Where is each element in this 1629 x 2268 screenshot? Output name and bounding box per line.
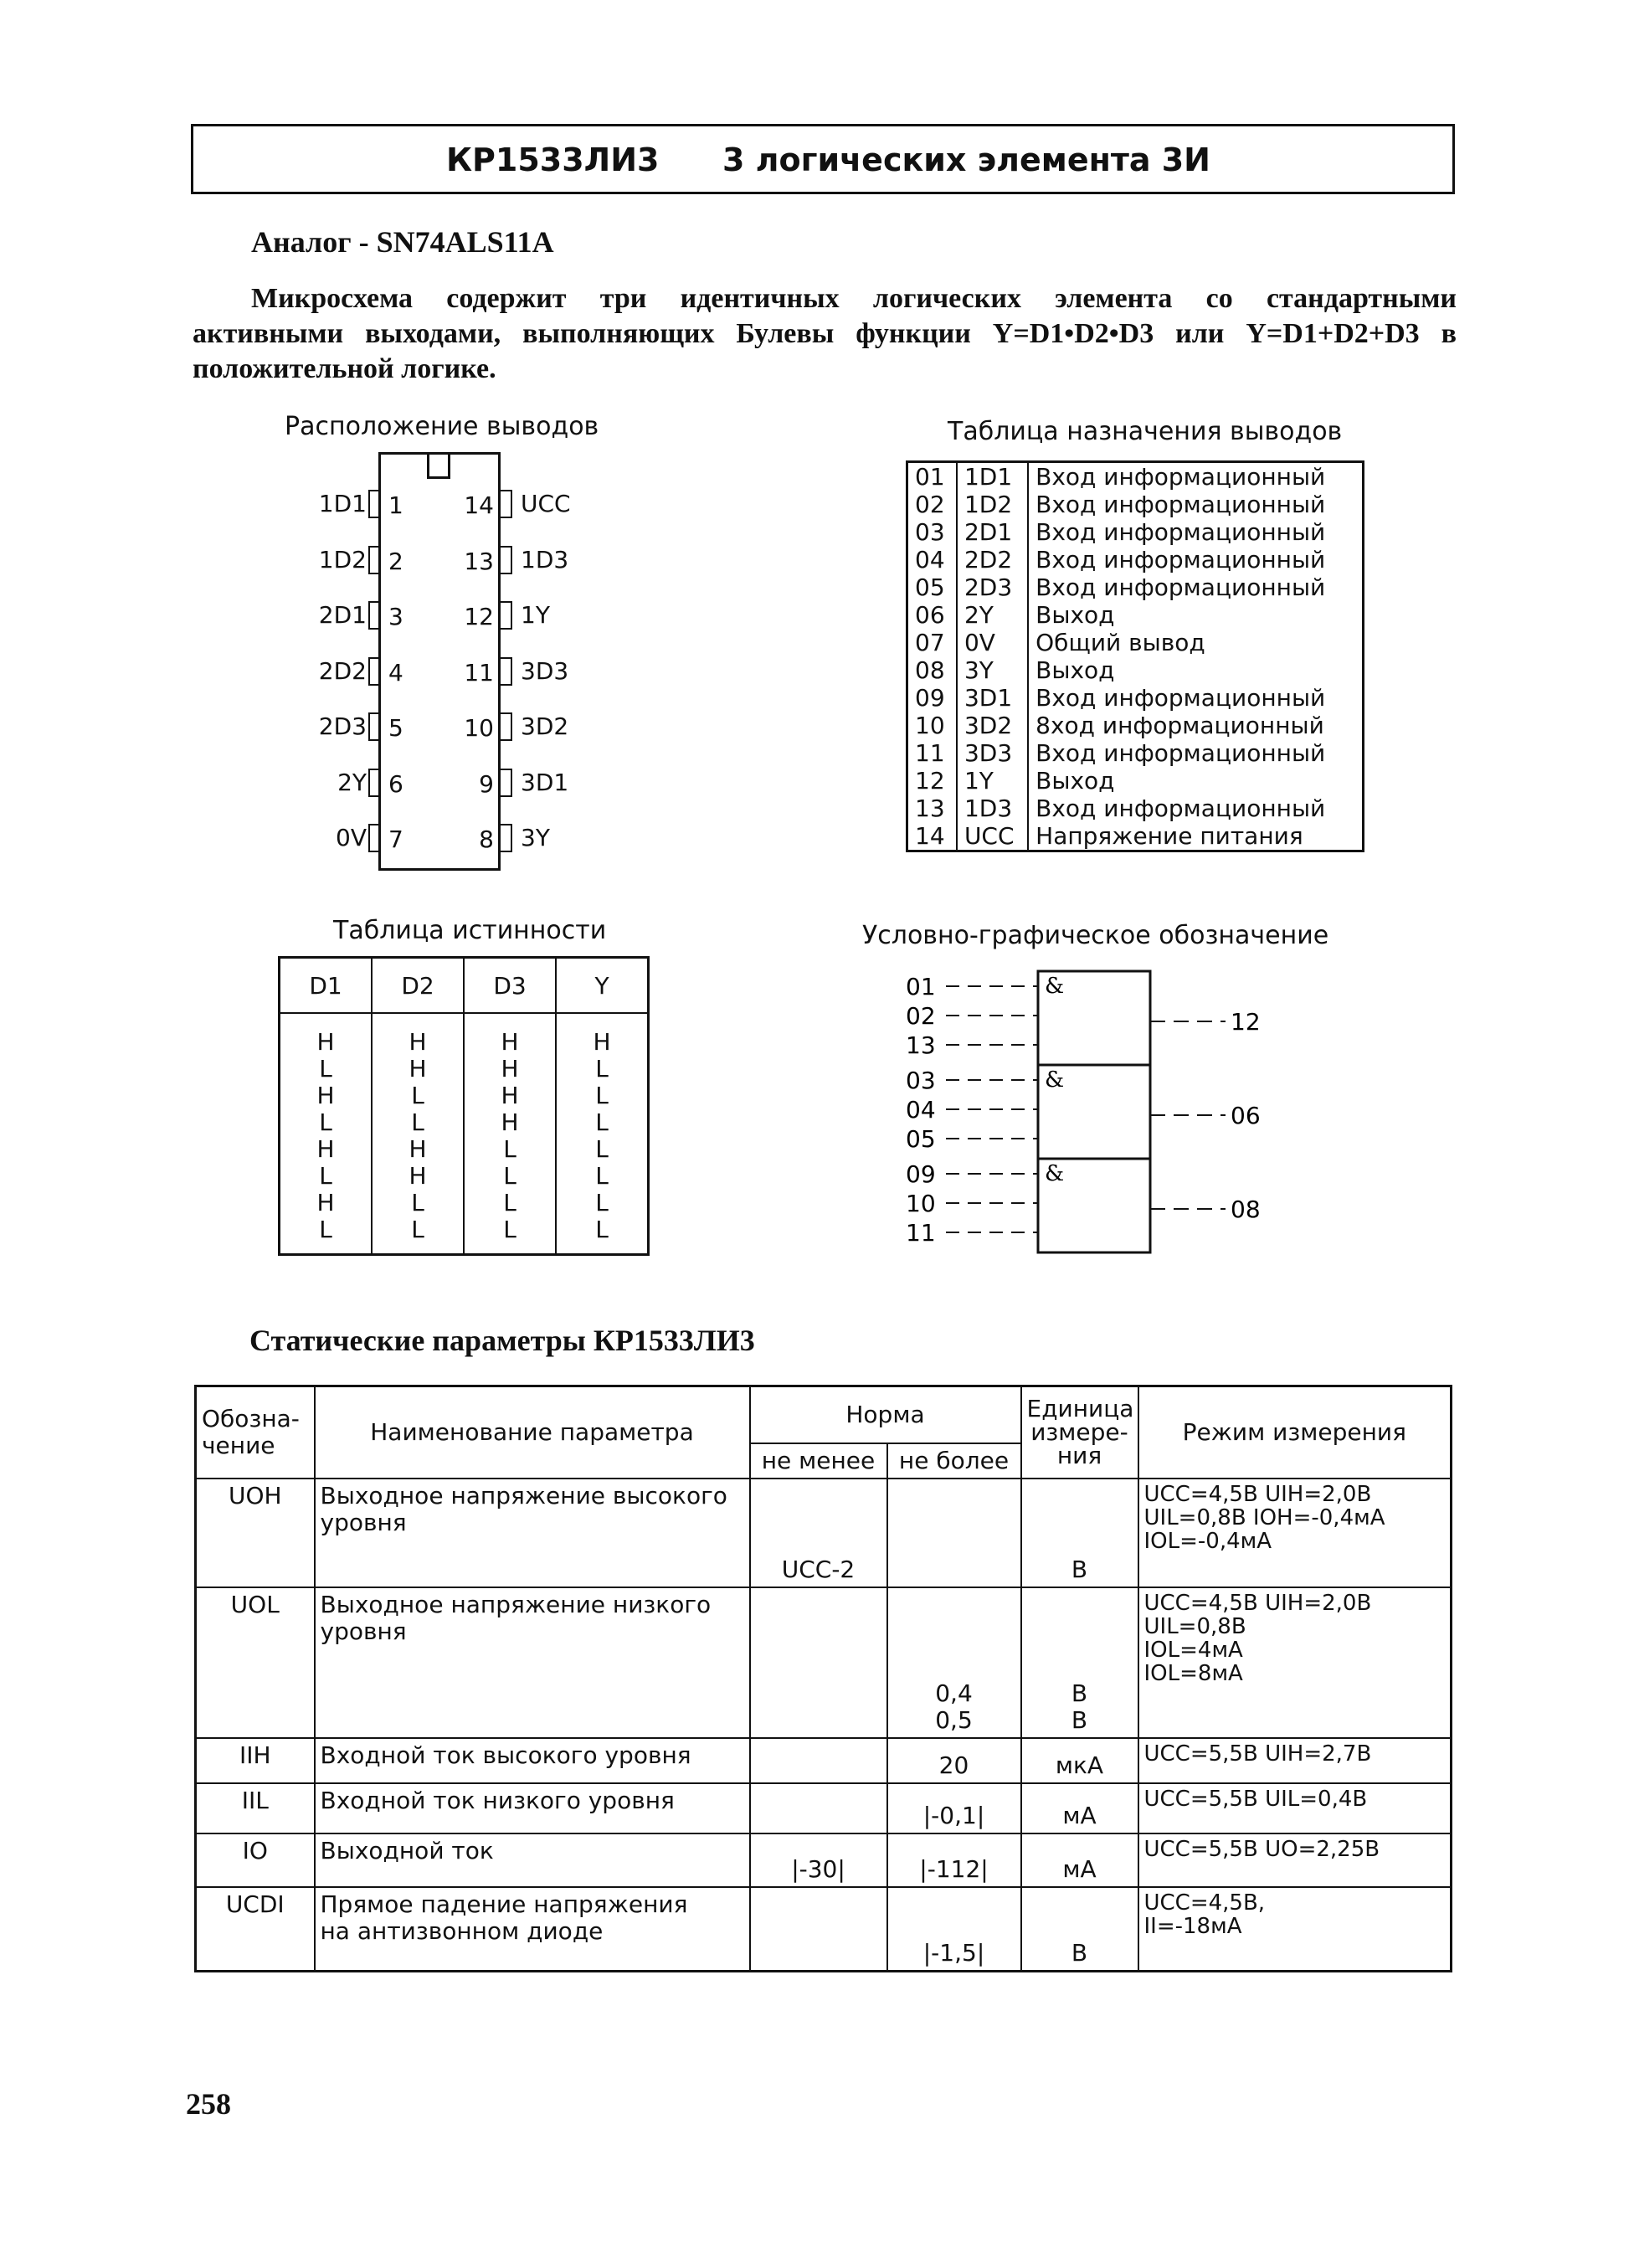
pin-table-sig: 2Y	[957, 601, 1028, 629]
input-label: 01	[906, 973, 936, 1000]
col-max: не более	[887, 1443, 1021, 1479]
param-max: |-0,1|	[887, 1783, 1021, 1833]
param-symbol: IIH	[196, 1738, 315, 1783]
input-label: 10	[906, 1190, 936, 1217]
pin-left-name: 2D1	[318, 601, 367, 629]
param-unit: В В	[1021, 1587, 1138, 1738]
pin-left-name: 1D1	[318, 490, 367, 517]
pin-table-sig: 1Y	[957, 767, 1028, 795]
pin-table-pin: 04	[915, 546, 945, 573]
pin-right-stub	[501, 657, 512, 686]
pin-right-num: 8	[479, 825, 494, 853]
pin-left-name: 1D2	[318, 545, 367, 573]
pin-right-name: 1Y	[521, 601, 550, 629]
logic-symbol	[904, 963, 1306, 1273]
truth-header: Y	[556, 958, 649, 1014]
pin-left-stub	[368, 769, 380, 797]
input-label: 03	[906, 1067, 936, 1094]
input-label: 02	[906, 1002, 936, 1030]
param-max: |-1,5|	[887, 1887, 1021, 1971]
pin-left-num: 6	[388, 769, 403, 798]
param-row	[196, 1887, 1452, 1971]
pin-left-num: 3	[388, 603, 403, 630]
input-label: 09	[906, 1160, 936, 1188]
pin-table-desc: Выход	[1028, 767, 1363, 795]
pin-table-row	[907, 712, 1364, 739]
param-mode: UCC=4,5В UIH=2,0В UIL=0,8В IOH=-0,4мА IOL=-0,4мА	[1138, 1479, 1452, 1587]
pin-right-stub	[501, 546, 512, 574]
pin-left-stub	[368, 824, 380, 852]
param-name: Выходной ток	[315, 1833, 750, 1887]
pin-table-sig: 1D2	[957, 491, 1028, 518]
pinout-title: Расположение выводов	[285, 412, 599, 441]
pin-right-num: 10	[464, 714, 494, 742]
pin-left-num: 2	[388, 547, 403, 575]
pin-table-desc: Вход информационный	[1028, 518, 1363, 546]
pin-table-desc: Вход информационный	[1028, 491, 1363, 518]
pin-table-pin: 07	[915, 629, 945, 656]
pin-table-desc: Общий вывод	[1028, 629, 1363, 656]
part-title: 3 логических элемента 3И	[722, 141, 1210, 178]
pin-table-sig: 3D2	[957, 712, 1028, 739]
pin-right-name: 3D1	[521, 768, 569, 796]
param-symbol: UCDI	[196, 1887, 315, 1971]
pin-table-pin: 08	[915, 656, 945, 684]
pin-table-sig: 2D2	[957, 546, 1028, 573]
pin-left-name: 2Y	[337, 768, 367, 796]
param-row	[196, 1738, 1452, 1783]
param-symbol: IIL	[196, 1783, 315, 1833]
col-mode: Режим измерения	[1138, 1386, 1452, 1479]
pin-table-row	[907, 656, 1364, 684]
col-symbol: Обозна- чение	[196, 1386, 315, 1479]
truth-column: H L L L L L L L	[556, 1013, 649, 1255]
pin-table-sig: 3Y	[957, 656, 1028, 684]
truth-table-title: Таблица истинности	[333, 916, 607, 945]
param-name: Прямое падение напряжения на антизвонном диоде	[315, 1887, 750, 1971]
pin-left-stub	[368, 712, 380, 741]
description-line: положительной логике.	[193, 353, 496, 384]
static-params-table	[194, 1385, 1452, 1972]
pin-table-sig: UCC	[957, 822, 1028, 851]
pin-right-stub	[501, 824, 512, 852]
col-min: не менее	[750, 1443, 887, 1479]
pin-table-row	[907, 518, 1364, 546]
pin-right-name: 3D2	[521, 712, 569, 740]
pin-table-sig: 3D3	[957, 739, 1028, 767]
pin-table-pin: 02	[915, 491, 945, 518]
pin-right-stub	[501, 490, 512, 518]
pin-table-sig: 1D3	[957, 795, 1028, 822]
pin-left-num: 7	[388, 825, 403, 853]
param-mode: UCC=4,5В UIH=2,0В UIL=0,8В IOL=4мА IOL=8мА	[1138, 1587, 1452, 1738]
pin-table-pin: 06	[915, 601, 945, 629]
input-label: 05	[906, 1125, 936, 1153]
truth-header: D2	[372, 958, 464, 1014]
pin-table-desc: Вход информационный	[1028, 795, 1363, 822]
truth-header: D1	[280, 958, 373, 1014]
input-label: 13	[906, 1031, 936, 1059]
pin-table-pin: 03	[915, 518, 945, 546]
param-unit: В	[1021, 1887, 1138, 1971]
pin-right-num: 11	[464, 658, 494, 687]
param-mode: UCC=5,5В UIH=2,7В	[1138, 1738, 1452, 1783]
pin-left-stub	[368, 490, 380, 518]
pin-table-sig: 2D1	[957, 518, 1028, 546]
pin-table-row	[907, 767, 1364, 795]
pin-table	[906, 460, 1364, 852]
pin-right-name: UCC	[521, 490, 571, 517]
pin-table-pin: 14	[915, 822, 945, 850]
pin-right-stub	[501, 601, 512, 630]
pin-table-pin: 09	[915, 684, 945, 712]
input-label: 11	[906, 1219, 936, 1247]
pin-table-desc: Вход информационный	[1028, 573, 1363, 601]
param-symbol: IO	[196, 1833, 315, 1887]
param-name: Входной ток низкого уровня	[315, 1783, 750, 1833]
param-row	[196, 1587, 1452, 1738]
pin-table-row	[907, 546, 1364, 573]
pin-table-row	[907, 739, 1364, 767]
pin-table-row	[907, 573, 1364, 601]
pin-table-desc: 8ход информационный	[1028, 712, 1363, 739]
param-mode: UCC=4,5В, II=-18мА	[1138, 1887, 1452, 1971]
pin-table-desc: Вход информационный	[1028, 684, 1363, 712]
pin-table-sig: 1D1	[957, 462, 1028, 491]
pin-table-sig: 2D3	[957, 573, 1028, 601]
pin-table-row	[907, 491, 1364, 518]
pin-table-desc: Вход информационный	[1028, 546, 1363, 573]
pin-table-desc: Выход	[1028, 601, 1363, 629]
pin-left-stub	[368, 657, 380, 686]
truth-column: H L H L H L H L	[280, 1013, 373, 1255]
page-number: 258	[186, 2087, 231, 2121]
param-mode: UCC=5,5В UIL=0,4В	[1138, 1783, 1452, 1833]
pin-right-name: 1D3	[521, 545, 569, 573]
analog: Аналог - SN74ALS11A	[251, 225, 554, 259]
description-line: активными выходами, выполняющих Булевы функции Y=D1•D2•D3 или Y=D1+D2+D3 в	[193, 318, 1457, 349]
and-symbol: &	[1045, 1067, 1065, 1093]
param-min: UCC-2	[750, 1479, 887, 1587]
and-symbol: &	[1045, 1161, 1065, 1186]
col-name: Наименование параметра	[315, 1386, 750, 1479]
pin-table-row	[907, 462, 1364, 491]
param-unit: мА	[1021, 1833, 1138, 1887]
param-row	[196, 1479, 1452, 1587]
pin-left-stub	[368, 546, 380, 574]
param-max: 0,4 0,5	[887, 1587, 1021, 1738]
param-min	[750, 1887, 887, 1971]
input-label: 04	[906, 1096, 936, 1124]
pin-left-num: 4	[388, 658, 403, 687]
truth-column: H H L L H H L L	[372, 1013, 464, 1255]
pin-table-pin: 10	[915, 712, 945, 739]
param-mode: UCC=5,5В UO=2,25В	[1138, 1833, 1452, 1887]
pin-table-desc: Напряжение питания	[1028, 822, 1363, 851]
pin-left-stub	[368, 601, 380, 630]
truth-header: D3	[464, 958, 556, 1014]
pin-table-desc: Вход информационный	[1028, 462, 1363, 491]
param-unit: мА	[1021, 1783, 1138, 1833]
param-max	[887, 1479, 1021, 1587]
pin-right-num: 9	[479, 769, 494, 798]
pin-right-num: 14	[464, 491, 494, 519]
param-symbol: UOL	[196, 1587, 315, 1738]
description	[193, 281, 1457, 387]
pin-right-stub	[501, 769, 512, 797]
pin-table-pin: 13	[915, 795, 945, 822]
symbol-title: Условно-графическое обозначение	[862, 921, 1329, 950]
pin-table-row	[907, 795, 1364, 822]
pin-right-name: 3Y	[521, 824, 550, 851]
title-box	[191, 124, 1455, 194]
param-symbol: UOH	[196, 1479, 315, 1587]
pin-right-name: 3D3	[521, 656, 569, 685]
param-unit: мкА	[1021, 1738, 1138, 1783]
static-title: Статические параметры КР1533ЛИ3	[249, 1324, 755, 1357]
pin-table-row	[907, 684, 1364, 712]
pin-table-row	[907, 601, 1364, 629]
pin-table-pin: 12	[915, 767, 945, 795]
pin-left-name: 2D2	[318, 656, 367, 685]
param-min: |-30|	[750, 1833, 887, 1887]
pin-right-stub	[501, 712, 512, 741]
pin-table-pin: 01	[915, 463, 945, 491]
param-name: Выходное напряжение высокого уровня	[315, 1479, 750, 1587]
part-number: КР1533ЛИ3	[446, 141, 660, 178]
param-min	[750, 1783, 887, 1833]
param-row	[196, 1833, 1452, 1887]
param-min	[750, 1738, 887, 1783]
pin-table-pin: 05	[915, 573, 945, 601]
param-min	[750, 1587, 887, 1738]
pin-table-row	[907, 629, 1364, 656]
pin-left-name: 2D3	[318, 712, 367, 740]
pin-left-name: 0V	[336, 824, 367, 851]
param-name: Входной ток высокого уровня	[315, 1738, 750, 1783]
pin-table-desc: Вход информационный	[1028, 739, 1363, 767]
pin-table-sig: 0V	[957, 629, 1028, 656]
param-max: 20	[887, 1738, 1021, 1783]
pin-table-row	[907, 822, 1364, 851]
col-unit: Единица измере- ния	[1021, 1386, 1138, 1479]
output-label: 06	[1231, 1102, 1261, 1129]
truth-column: H H H H L L L L	[464, 1013, 556, 1255]
pin-left-num: 5	[388, 714, 403, 742]
output-label: 08	[1231, 1196, 1261, 1223]
and-symbol: &	[1045, 974, 1065, 999]
pin-table-pin: 11	[915, 739, 945, 767]
pin-table-sig: 3D1	[957, 684, 1028, 712]
pin-table-title: Таблица назначения выводов	[948, 417, 1343, 446]
param-name: Выходное напряжение низкого уровня	[315, 1587, 750, 1738]
pin-table-desc: Выход	[1028, 656, 1363, 684]
param-row	[196, 1783, 1452, 1833]
col-norm: Норма	[750, 1386, 1021, 1444]
pin-left-num: 1	[388, 491, 403, 519]
truth-table	[278, 956, 650, 1256]
description-line: Микросхема содержит три идентичных логических элемента со стандартными	[251, 283, 1457, 314]
pin-right-num: 12	[464, 603, 494, 630]
output-label: 12	[1231, 1008, 1261, 1036]
param-unit: В	[1021, 1479, 1138, 1587]
param-max: |-112|	[887, 1833, 1021, 1887]
pin-right-num: 13	[464, 547, 494, 575]
